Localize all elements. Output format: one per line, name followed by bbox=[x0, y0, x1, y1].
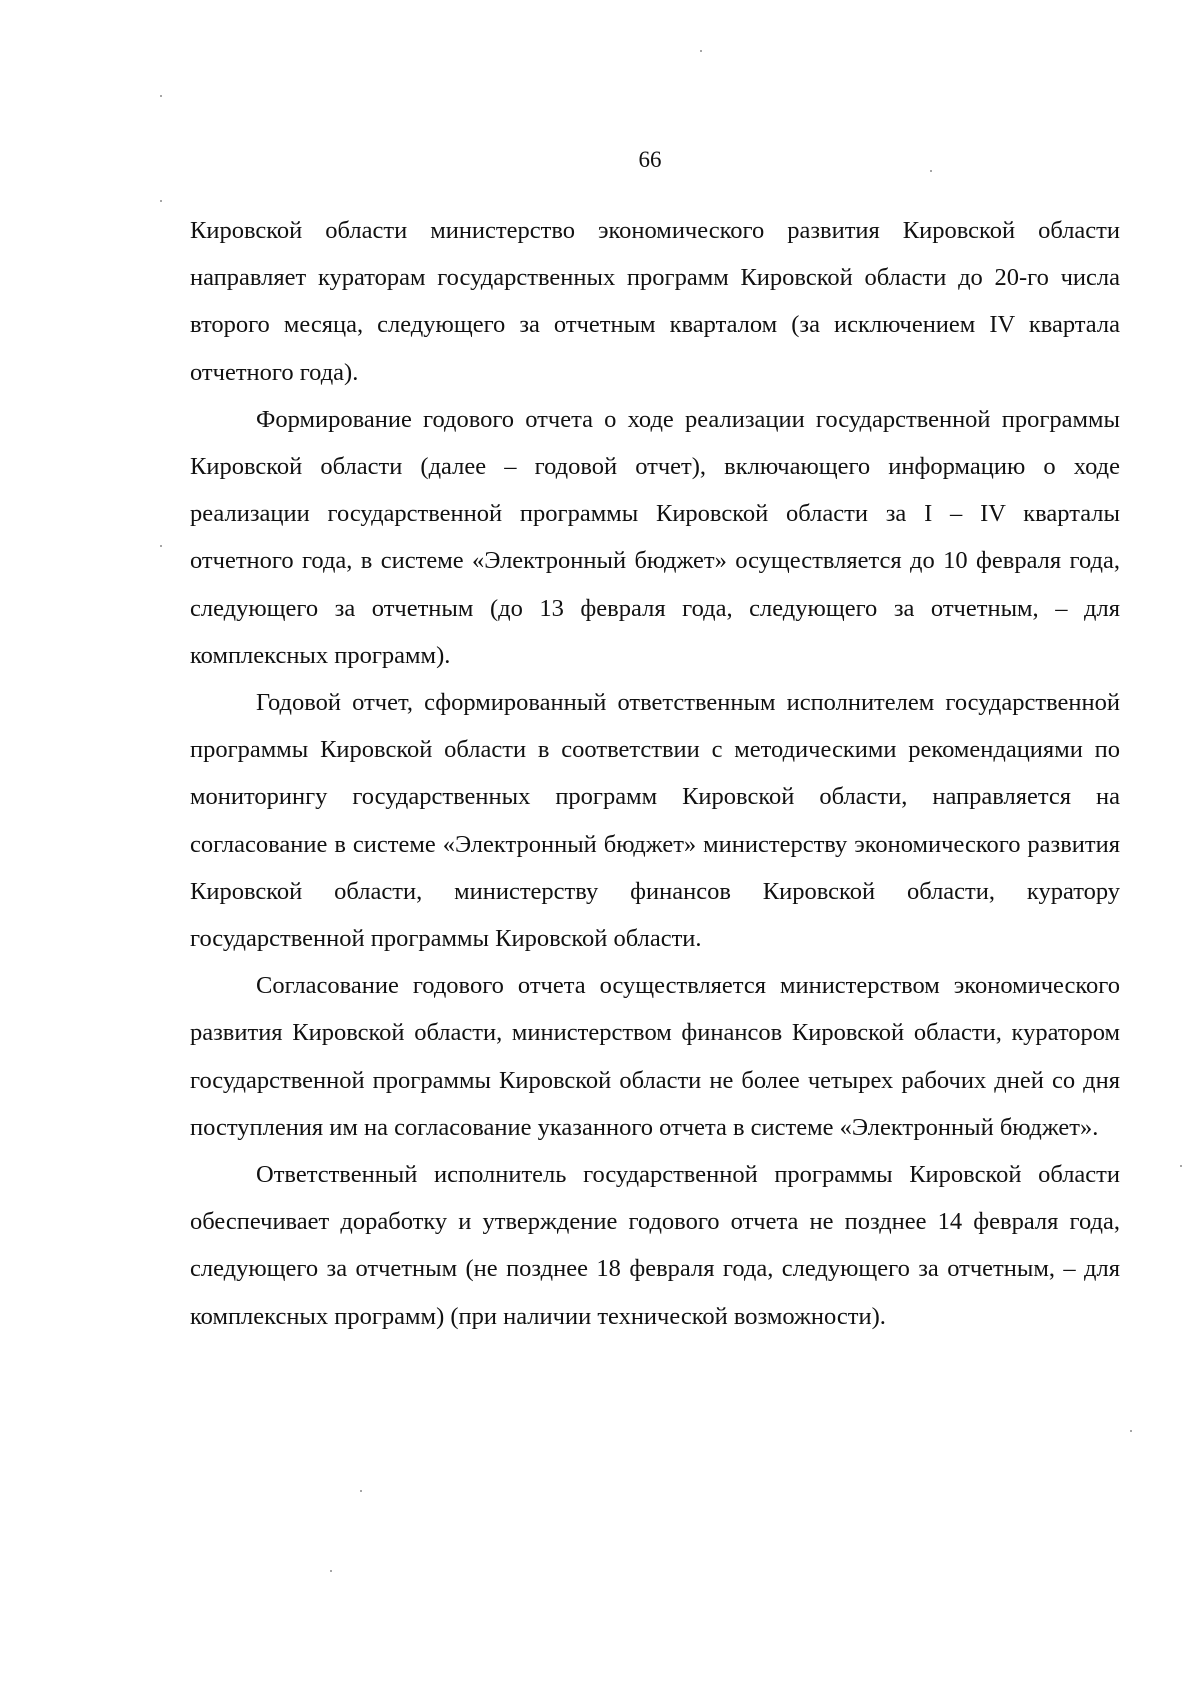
scan-speck bbox=[330, 1570, 332, 1572]
scan-speck bbox=[700, 50, 702, 52]
page-number: 66 bbox=[638, 147, 662, 172]
paragraph-2: Формирование годового отчета о ходе реализации государственной программы Кировской области (далее – годовой отчет), включающего информацию о ходе реализации государственной программы Кировской области за I – IV кварталы отчетного года, в системе «Электронный бюджет» осуществляется до 10 февраля года, следующего за отчетным (до 13 февраля года, следующего за отчетным, – для комплексных программ). bbox=[190, 405, 1120, 669]
paragraph-4: Согласование годового отчета осуществляется министерством экономического развития Кировской области, министерством финансов Кировской области, куратором государственной программы Кировской области не более четырех рабочих дней со дня поступления им на согласование указанного отчета в системе «Электронный бюджет». bbox=[190, 972, 1120, 1141]
scan-speck bbox=[1130, 1430, 1132, 1432]
paragraph-5: Ответственный исполнитель государственной программы Кировской области обеспечивает доработку и утверждение годового отчета не позднее 14 февраля года, следующего за отчетным (не позднее 18 февраля года, следующего за отчетным, – для комплексных программ) (при наличии технической возможности). bbox=[190, 1161, 1120, 1330]
scan-speck bbox=[160, 200, 162, 202]
scan-speck bbox=[160, 545, 162, 547]
paragraph-3: Годовой отчет, сформированный ответственным исполнителем государственной программы Кировской области в соответствии с методическими рекомендациями по мониторингу государственных программ Кировской области, направляется на согласование в системе «Электронный бюджет» министерству экономического развития Кировской области, министерству финансов Кировской области, куратору государственной программы Кировской области. bbox=[190, 689, 1120, 953]
scan-speck bbox=[1180, 1165, 1182, 1167]
scan-speck bbox=[930, 170, 932, 172]
scan-speck bbox=[160, 95, 162, 97]
document-body bbox=[190, 207, 1120, 1340]
scan-speck bbox=[360, 1490, 362, 1492]
paragraph-1: Кировской области министерство экономического развития Кировской области направляет кураторам государственных программ Кировской области до 20-го числа второго месяца, следующего за отчетным кварталом (за исключением IV квартала отчетного года). bbox=[190, 217, 1120, 386]
